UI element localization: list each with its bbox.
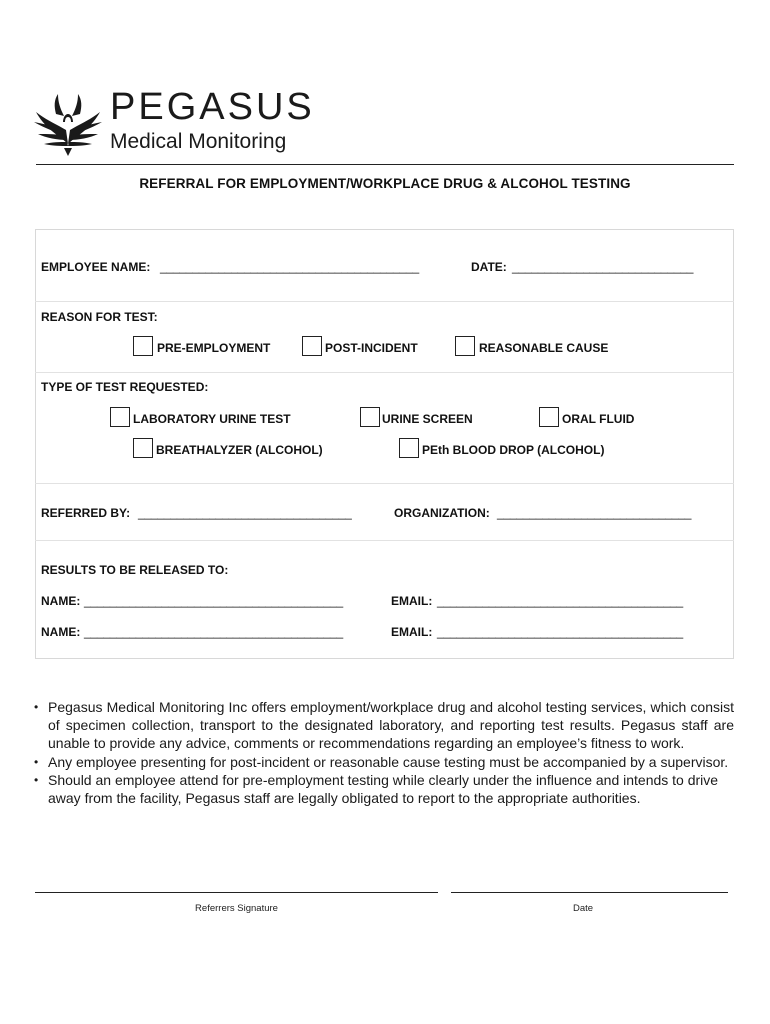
logo-wordmark: PEGASUS: [110, 86, 315, 128]
reasonable-cause-checkbox[interactable]: [455, 336, 475, 356]
urine-screen-option: URINE SCREEN: [382, 412, 473, 426]
signature-date-line[interactable]: [451, 892, 728, 893]
reason-label: REASON FOR TEST:: [41, 310, 158, 324]
result-email-field[interactable]: ______________________________________: [437, 625, 684, 639]
oral-fluid-checkbox[interactable]: [539, 407, 559, 427]
note-item: • Pegasus Medical Monitoring Inc offers employment/workplace drug and alcohol testing services, which consist of specimen collection, transport to the designated laboratory, and reporting test results. Pegasus staff are unable to provide any advice, comments or recommendations regarding an employee’s fitness to work.: [34, 698, 734, 753]
organization-field[interactable]: ______________________________: [497, 506, 692, 520]
section-divider: [35, 372, 734, 373]
breathalyzer-checkbox[interactable]: [133, 438, 153, 458]
section-divider: [35, 540, 734, 541]
signature-date-label: Date: [572, 903, 594, 914]
post-incident-checkbox[interactable]: [302, 336, 322, 356]
note-item: • Any employee presenting for post-incident or reasonable cause testing must be accompanied by a supervisor.: [34, 753, 734, 771]
note-item: • Should an employee attend for pre-employment testing while clearly under the influence and intends to drive away from the facility, Pegasus staff are legally obligated to report to the appropriate authorities.: [34, 771, 734, 807]
result-name-field[interactable]: ________________________________________: [84, 625, 343, 639]
date-field[interactable]: ____________________________: [512, 260, 694, 274]
result-name-field[interactable]: ________________________________________: [84, 594, 343, 608]
date-label: DATE:: [471, 260, 507, 274]
form-title: REFERRAL FOR EMPLOYMENT/WORKPLACE DRUG & ALCOHOL TESTING: [139, 176, 631, 191]
laboratory-urine-test-option: LABORATORY URINE TEST: [133, 412, 291, 426]
breathalyzer-option: BREATHALYZER (ALCOHOL): [156, 443, 323, 457]
peth-blood-drop-option: PEth BLOOD DROP (ALCOHOL): [422, 443, 605, 457]
laboratory-urine-test-checkbox[interactable]: [110, 407, 130, 427]
result-email-label: EMAIL:: [391, 594, 433, 608]
referred-by-field[interactable]: _________________________________: [138, 506, 352, 520]
logo-tagline: Medical Monitoring: [110, 130, 287, 153]
pegasus-wings-logo-icon: [32, 92, 104, 156]
result-email-field[interactable]: ______________________________________: [437, 594, 684, 608]
oral-fluid-option: ORAL FLUID: [562, 412, 635, 426]
employee-name-field[interactable]: ________________________________________: [160, 260, 419, 274]
pre-employment-checkbox[interactable]: [133, 336, 153, 356]
result-email-label: EMAIL:: [391, 625, 433, 639]
signature-line[interactable]: [35, 892, 438, 893]
result-name-label: NAME:: [41, 625, 81, 639]
header-divider: [36, 164, 734, 165]
results-label: RESULTS TO BE RELEASED TO:: [41, 563, 229, 577]
pre-employment-option: PRE-EMPLOYMENT: [157, 341, 271, 355]
referred-by-label: REFERRED BY:: [41, 506, 131, 520]
test-type-label: TYPE OF TEST REQUESTED:: [41, 380, 209, 394]
post-incident-option: POST-INCIDENT: [325, 341, 418, 355]
section-divider: [35, 483, 734, 484]
result-name-label: NAME:: [41, 594, 81, 608]
peth-blood-drop-checkbox[interactable]: [399, 438, 419, 458]
notes-list: [34, 698, 734, 807]
reasonable-cause-option: REASONABLE CAUSE: [479, 341, 609, 355]
signature-label: Referrers Signature: [195, 903, 278, 914]
section-divider: [35, 301, 734, 302]
organization-label: ORGANIZATION:: [394, 506, 490, 520]
urine-screen-checkbox[interactable]: [360, 407, 380, 427]
employee-name-label: EMPLOYEE NAME:: [41, 260, 151, 274]
